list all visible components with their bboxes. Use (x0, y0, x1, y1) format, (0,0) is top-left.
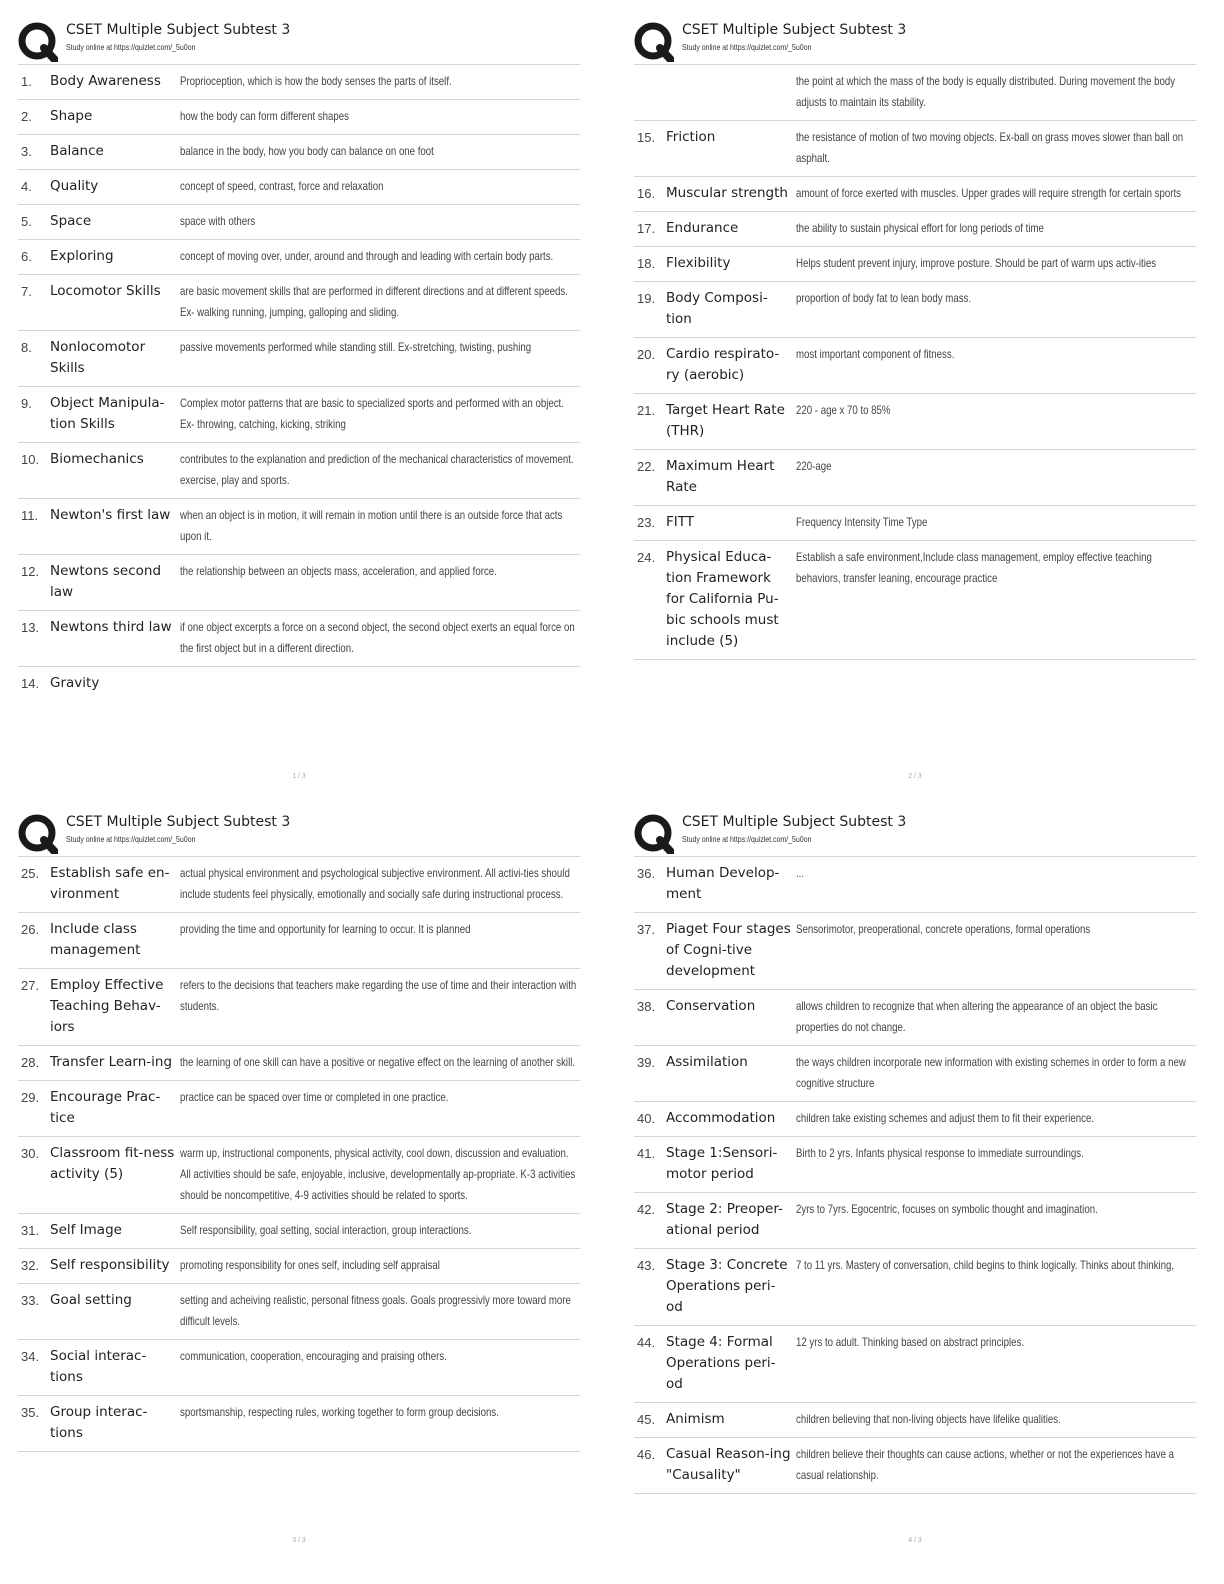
term-number: 13. (21, 620, 40, 635)
term-row (634, 506, 1196, 541)
term-definition (796, 253, 1196, 274)
term-definition-text: practice can be spaced over time or completed in one practice. (180, 1090, 449, 1104)
term-label: Conservation (666, 998, 756, 1014)
term-definition-text: children believe their thoughts can cause actions, whether or not the experiences have a casual relationship. (796, 1447, 1175, 1482)
term-number: 42. (637, 1202, 656, 1217)
term-label: Friction (666, 129, 716, 145)
document-title: CSET Multiple Subject Subtest 3 (682, 814, 907, 830)
term-definition (180, 141, 580, 162)
term-label (666, 71, 796, 113)
page-header (18, 20, 580, 64)
term-label: Casual Reason-ing "Causality" (666, 1446, 791, 1483)
term-definition (796, 919, 1196, 982)
term-label: Transfer Learn-ing (50, 1054, 173, 1070)
term-definition (180, 176, 580, 197)
term-definition-text: Self responsibility, goal setting, social interaction, group interactions. (180, 1223, 472, 1237)
document-title: CSET Multiple Subject Subtest 3 (682, 22, 907, 38)
term-definition (180, 106, 580, 127)
term-number: 6. (21, 249, 32, 264)
term-definition-text: amount of force exerted with muscles. Upper grades will require strength for certain sports (796, 186, 1181, 200)
term-number: 4. (21, 179, 32, 194)
term-definition (180, 393, 580, 435)
term-definition-text: actual physical environment and psychological subjective environment. All activi-ties should include students feel physically, emotionally and socially safe during instructional process. (180, 866, 570, 901)
page-number: 2 / 3 (908, 773, 922, 780)
term-definition (796, 71, 1196, 113)
term-definition (180, 863, 580, 905)
term-label: Establish safe en-vironment (50, 865, 170, 902)
term-number: 38. (637, 999, 656, 1014)
term-number: 5. (21, 214, 32, 229)
term-row (634, 1326, 1196, 1403)
term-number: 22. (637, 459, 656, 474)
term-definition-text: sportsmanship, respecting rules, working together to form group decisions. (180, 1405, 499, 1419)
term-row (18, 1214, 580, 1249)
term-number: 29. (21, 1090, 40, 1105)
term-row (18, 1340, 580, 1396)
term-number: 30. (21, 1146, 40, 1161)
term-row (18, 1249, 580, 1284)
term-label: Animism (666, 1411, 725, 1427)
page-number: 4 / 3 (908, 1537, 922, 1544)
term-label: Gravity (50, 675, 100, 691)
term-number (634, 71, 666, 113)
term-row (18, 857, 580, 913)
term-row (634, 282, 1196, 338)
term-label: Target Heart Rate (THR) (666, 402, 785, 439)
term-definition-text: 7 to 11 yrs. Mastery of conversation, child begins to think logically. Thinks about thinking, (796, 1258, 1175, 1272)
page-2 (634, 20, 1196, 780)
term-definition (796, 127, 1196, 169)
term-row (18, 65, 580, 100)
term-row (18, 499, 580, 555)
term-number: 16. (637, 186, 656, 201)
term-definition (180, 1220, 580, 1241)
term-row (18, 240, 580, 275)
term-number: 9. (21, 396, 32, 411)
term-definition (796, 512, 1196, 533)
term-definition-text: concept of speed, contrast, force and relaxation (180, 179, 384, 193)
page-4 (634, 812, 1196, 1544)
term-label: Goal setting (50, 1292, 132, 1308)
term-definition (796, 1444, 1196, 1486)
term-definition (796, 344, 1196, 386)
term-row (634, 541, 1196, 660)
term-row (18, 170, 580, 205)
term-label: Flexibility (666, 255, 731, 271)
term-row (18, 1396, 580, 1452)
term-definition (796, 1052, 1196, 1094)
term-label: Newton's first law (50, 507, 171, 523)
term-label: Body Composi-tion (666, 290, 768, 327)
term-definition (180, 449, 580, 491)
term-label: Maximum Heart Rate (666, 458, 775, 495)
term-row (634, 1193, 1196, 1249)
term-definition-text: Establish a safe environment,Include class management, employ effective teaching behaviors, transfer leaning, encourage practice (796, 550, 1152, 585)
term-list (18, 64, 580, 701)
page-header (18, 812, 580, 856)
page-3 (18, 812, 580, 1544)
term-row (634, 338, 1196, 394)
term-definition (180, 919, 580, 961)
term-definition (796, 218, 1196, 239)
term-definition (796, 547, 1196, 652)
term-definition (180, 1346, 580, 1388)
term-definition (796, 1255, 1196, 1318)
term-definition (180, 246, 580, 267)
term-number: 35. (21, 1405, 40, 1420)
study-online-link[interactable]: Study online at https://quizlet.com/_5u0on (66, 834, 196, 844)
term-number: 17. (637, 221, 656, 236)
term-number: 21. (637, 403, 656, 418)
term-definition-text: most important component of fitness. (796, 347, 955, 361)
term-definition-text: the ways children incorporate new information with existing schemes in order to form a new cognitive structure (796, 1055, 1186, 1090)
term-definition (180, 673, 580, 694)
term-row (634, 212, 1196, 247)
term-row (634, 450, 1196, 506)
term-definition-text: children believing that non-living objects have lifelike qualities. (796, 1412, 1061, 1426)
term-definition (180, 505, 580, 547)
term-label: Quality (50, 178, 99, 194)
term-number: 31. (21, 1223, 40, 1238)
term-number: 43. (637, 1258, 656, 1273)
term-definition (796, 1108, 1196, 1129)
term-definition (180, 617, 580, 659)
term-definition-text: warm up, instructional components, physical activity, cool down, discussion and evaluation. All activities should be safe, enjoyable, inclusive, developmentally ap-propriate. K-3 activities should be noncompetitive, 4-9 activities should be related to sports. (180, 1146, 576, 1202)
term-number: 40. (637, 1111, 656, 1126)
term-number: 32. (21, 1258, 40, 1273)
term-definition-text: the relationship between an objects mass, acceleration, and applied force. (180, 564, 497, 578)
term-label: Piaget Four stages of Cogni-tive development (666, 921, 791, 979)
term-definition-text: concept of moving over, under, around and through and leading with certain body parts. (180, 249, 554, 263)
term-label: Muscular strength (666, 185, 788, 201)
term-definition (180, 1143, 580, 1206)
term-definition (796, 1199, 1196, 1241)
term-label: Stage 4: Formal Operations peri-od (666, 1334, 776, 1392)
term-label: Social interac-tions (50, 1348, 147, 1385)
term-row (18, 969, 580, 1046)
term-row (634, 65, 1196, 121)
term-definition (796, 288, 1196, 330)
term-row (634, 121, 1196, 177)
term-definition (180, 71, 580, 92)
document-title: CSET Multiple Subject Subtest 3 (66, 814, 291, 830)
term-row (18, 1046, 580, 1081)
page-1 (18, 20, 580, 780)
term-number: 8. (21, 340, 32, 355)
term-definition (180, 281, 580, 323)
term-number: 10. (21, 452, 40, 467)
term-row (18, 275, 580, 331)
term-number: 34. (21, 1349, 40, 1364)
term-label: Balance (50, 143, 104, 159)
term-label: Newtons third law (50, 619, 172, 635)
study-online-link[interactable]: Study online at https://quizlet.com/_5u0on (682, 42, 812, 52)
term-definition-text: providing the time and opportunity for learning to occur. It is planned (180, 922, 471, 936)
quizlet-logo-icon (18, 814, 58, 854)
term-definition (796, 996, 1196, 1038)
term-row (18, 100, 580, 135)
term-row (634, 857, 1196, 913)
term-number: 23. (637, 515, 656, 530)
quizlet-logo-icon (18, 22, 58, 62)
study-online-link[interactable]: Study online at https://quizlet.com/_5u0on (66, 42, 196, 52)
term-number: 15. (637, 130, 656, 145)
term-definition-text: Sensorimotor, preoperational, concrete operations, formal operations (796, 922, 1091, 936)
page-header (634, 20, 1196, 64)
term-number: 39. (637, 1055, 656, 1070)
term-row (18, 443, 580, 499)
term-number: 2. (21, 109, 32, 124)
term-number: 27. (21, 978, 40, 993)
term-label: Body Awareness (50, 73, 161, 89)
term-definition (180, 211, 580, 232)
term-definition (180, 561, 580, 603)
term-row (18, 555, 580, 611)
term-number: 36. (637, 866, 656, 881)
term-row (18, 611, 580, 667)
term-label: Cardio respirato-ry (aerobic) (666, 346, 780, 383)
term-number: 24. (637, 550, 656, 565)
term-row (18, 205, 580, 240)
term-definition-text: promoting responsibility for ones self, including self appraisal (180, 1258, 440, 1272)
term-number: 12. (21, 564, 40, 579)
term-label: Locomotor Skills (50, 283, 161, 299)
term-definition-text: balance in the body, how you body can balance on one foot (180, 144, 434, 158)
term-definition (180, 337, 580, 379)
term-definition (796, 863, 1196, 905)
term-definition (180, 1402, 580, 1444)
term-definition-text: Helps student prevent injury, improve posture. Should be part of warm ups activ-ities (796, 256, 1157, 270)
term-definition-text: 220-age (796, 459, 832, 473)
term-label: Self Image (50, 1222, 122, 1238)
page-header (634, 812, 1196, 856)
term-label: Human Develop-ment (666, 865, 780, 902)
term-row (634, 394, 1196, 450)
term-number: 41. (637, 1146, 656, 1161)
term-list (634, 856, 1196, 1494)
term-number: 37. (637, 922, 656, 937)
term-list (18, 856, 580, 1452)
term-definition-text: proportion of body fat to lean body mass. (796, 291, 972, 305)
term-label: Exploring (50, 248, 114, 264)
term-definition-text: ... (796, 866, 805, 880)
term-row (18, 135, 580, 170)
term-definition-text: contributes to the explanation and prediction of the mechanical characteristics of movement. exercise, play and sports. (180, 452, 574, 487)
term-number: 44. (637, 1335, 656, 1350)
term-definition (180, 1290, 580, 1332)
term-label: Space (50, 213, 92, 229)
term-row (18, 1137, 580, 1214)
term-row (634, 1046, 1196, 1102)
term-label: Endurance (666, 220, 739, 236)
document-title: CSET Multiple Subject Subtest 3 (66, 22, 291, 38)
term-number: 46. (637, 1447, 656, 1462)
term-definition-text: the resistance of motion of two moving objects. Ex-ball on grass moves slower than ball on asphalt. (796, 130, 1184, 165)
term-definition (796, 1332, 1196, 1395)
term-definition-text: 2yrs to 7yrs. Egocentric, focuses on symbolic thought and imagination. (796, 1202, 1098, 1216)
term-number: 3. (21, 144, 32, 159)
term-row (634, 247, 1196, 282)
term-definition (180, 1052, 580, 1073)
term-number: 11. (21, 508, 39, 523)
term-definition-text: 220 - age x 70 to 85% (796, 403, 891, 417)
quizlet-logo-icon (634, 814, 674, 854)
term-label: Include class management (50, 921, 141, 958)
term-label: Newtons second law (50, 563, 162, 600)
term-row (634, 1438, 1196, 1494)
term-number: 45. (637, 1412, 656, 1427)
term-number: 33. (21, 1293, 40, 1308)
term-row (634, 1102, 1196, 1137)
term-number: 25. (21, 866, 40, 881)
term-row (18, 1081, 580, 1137)
term-row (634, 1137, 1196, 1193)
term-definition-text: Frequency Intensity Time Type (796, 515, 928, 529)
term-number: 1. (21, 74, 32, 89)
term-row (634, 1403, 1196, 1438)
term-number: 19. (637, 291, 656, 306)
term-label: Classroom fit-ness activity (5) (50, 1145, 175, 1182)
term-definition-text: the learning of one skill can have a positive or negative effect on the learning of another skill. (180, 1055, 576, 1069)
term-definition (796, 400, 1196, 442)
term-definition-text: refers to the decisions that teachers make regarding the use of time and their interaction with students. (180, 978, 577, 1013)
term-definition-text: Complex motor patterns that are basic to specialized sports and performed with an object. Ex- throwing, catching, kicking, striking (180, 396, 564, 431)
page-number: 3 / 3 (292, 1537, 306, 1544)
term-row (634, 990, 1196, 1046)
term-definition-text: are basic movement skills that are performed in different directions and at different speeds. Ex- walking running, jumping, galloping and sliding. (180, 284, 568, 319)
term-number: 14. (21, 676, 40, 691)
term-definition-text: if one object excerpts a force on a second object, the second object exerts an equal force on the first object but in a different direction. (180, 620, 575, 655)
term-definition-text: how the body can form different shapes (180, 109, 349, 123)
term-label: Object Manipula-tion Skills (50, 395, 165, 432)
term-definition (796, 1143, 1196, 1185)
term-definition (180, 1087, 580, 1129)
term-row (18, 331, 580, 387)
term-label: Assimilation (666, 1054, 748, 1070)
term-definition-text: space with others (180, 214, 256, 228)
quizlet-logo-icon (634, 22, 674, 62)
term-definition-text: 12 yrs to adult. Thinking based on abstract principles. (796, 1335, 1025, 1349)
page-number: 1 / 3 (292, 773, 306, 780)
term-label: Employ Effective Teaching Behav-iors (50, 977, 164, 1035)
term-definition-text: setting and acheiving realistic, personal fitness goals. Goals progressivly more toward more difficult levels. (180, 1293, 571, 1328)
term-row (634, 177, 1196, 212)
term-definition-text: Birth to 2 yrs. Infants physical response to immediate surroundings. (796, 1146, 1084, 1160)
term-definition (180, 1255, 580, 1276)
term-label: Stage 3: Concrete Operations peri-od (666, 1257, 788, 1315)
term-row (18, 667, 580, 701)
term-row (634, 1249, 1196, 1326)
term-row (18, 913, 580, 969)
term-label: Biomechanics (50, 451, 144, 467)
term-label: FITT (666, 514, 695, 530)
term-definition-text: the ability to sustain physical effort for long periods of time (796, 221, 1044, 235)
term-number: 20. (637, 347, 656, 362)
term-number: 18. (637, 256, 656, 271)
term-row (18, 1284, 580, 1340)
term-definition (180, 975, 580, 1038)
term-label: Shape (50, 108, 93, 124)
term-row (18, 387, 580, 443)
term-definition-text: when an object is in motion, it will remain in motion until there is an outside force that acts upon it. (180, 508, 563, 543)
term-list (634, 64, 1196, 660)
term-row (634, 913, 1196, 990)
term-definition-text: communication, cooperation, encouraging and praising others. (180, 1349, 447, 1363)
term-number: 26. (21, 922, 40, 937)
term-definition (796, 1409, 1196, 1430)
term-label: Accommodation (666, 1110, 776, 1126)
term-label: Physical Educa-tion Framework for California Pu-bic schools must include (5) (666, 549, 779, 649)
term-definition-text: children take existing schemes and adjust them to fit their experience. (796, 1111, 1095, 1125)
term-definition-text: Proprioception, which is how the body senses the parts of itself. (180, 74, 452, 88)
term-number: 7. (21, 284, 32, 299)
term-definition-text: the point at which the mass of the body is equally distributed. During movement the body adjusts to maintain its stability. (796, 74, 1176, 109)
term-definition (796, 183, 1196, 204)
term-label: Self responsibility (50, 1257, 170, 1273)
term-definition-text: passive movements performed while standing still. Ex-stretching, twisting, pushing (180, 340, 532, 354)
term-label: Encourage Prac-tice (50, 1089, 161, 1126)
term-label: Nonlocomotor Skills (50, 339, 146, 376)
term-definition-text: allows children to recognize that when altering the appearance of an object the basic properties do not change. (796, 999, 1158, 1034)
term-label: Stage 2: Preoper-ational period (666, 1201, 783, 1238)
study-online-link[interactable]: Study online at https://quizlet.com/_5u0on (682, 834, 812, 844)
term-definition (796, 456, 1196, 498)
term-number: 28. (21, 1055, 40, 1070)
term-label: Group interac-tions (50, 1404, 148, 1441)
term-label: Stage 1:Sensori-motor period (666, 1145, 778, 1182)
